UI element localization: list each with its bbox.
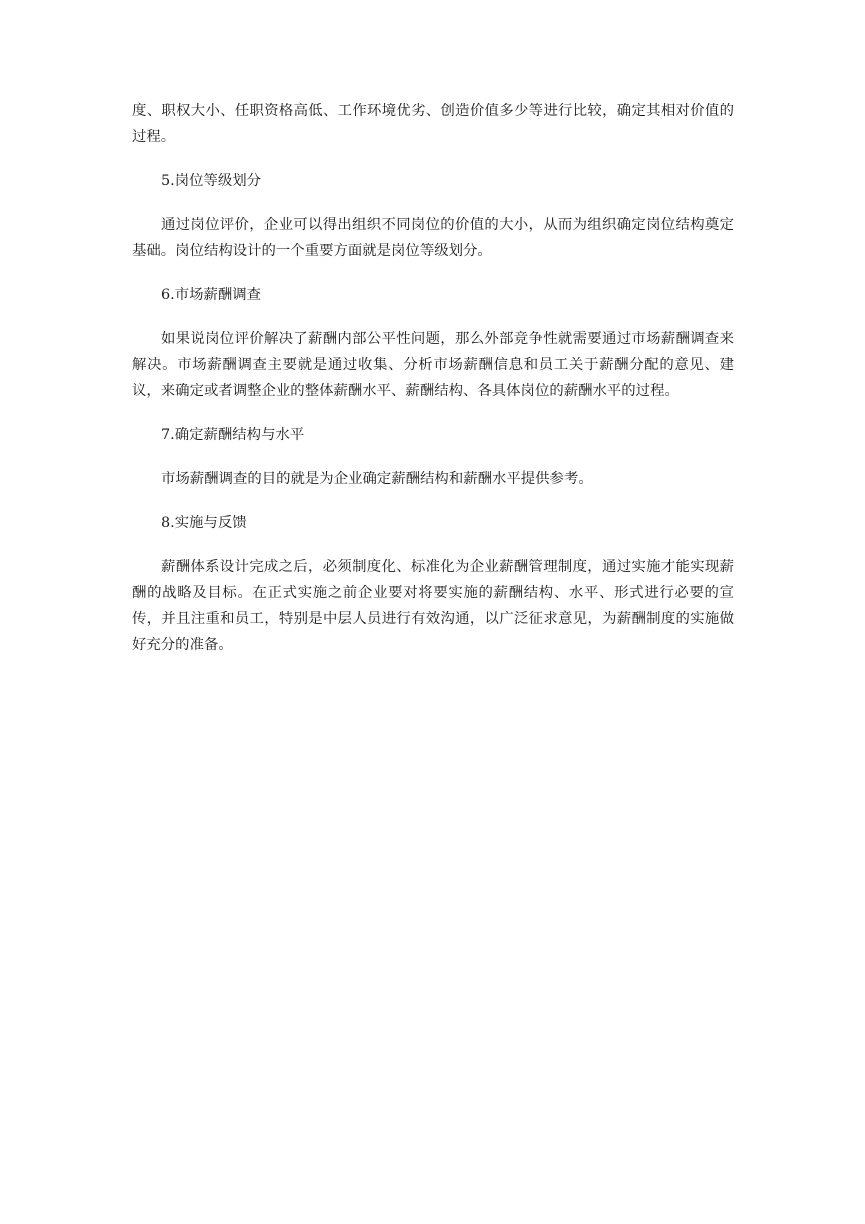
spacer xyxy=(132,448,734,466)
heading-implementation-feedback: 8.实施与反馈 xyxy=(161,515,247,531)
spacer xyxy=(132,194,734,212)
document-page xyxy=(132,98,734,658)
spacer xyxy=(132,264,734,282)
spacer xyxy=(132,492,734,510)
spacer xyxy=(132,536,734,554)
spacer xyxy=(132,308,734,326)
heading-market-salary-survey: 6.市场薪酬调查 xyxy=(161,287,262,303)
paragraph-implementation-feedback: 薪酬体系设计完成之后，必须制度化、标准化为企业薪酬管理制度，通过实施才能实现薪酬的战略及目标。在正式实施之前企业要对将要实施的薪酬结构、水平、形式进行必要的宣传，并且注重和员工，特别是中层人员进行有效沟通，以广泛征求意见，为薪酬制度的实施做好充分的准备。 xyxy=(132,559,734,653)
spacer xyxy=(132,404,734,422)
paragraph-market-salary-survey: 如果说岗位评价解决了薪酬内部公平性问题，那么外部竞争性就需要通过市场薪酬调查来解决。市场薪酬调查主要就是通过收集、分析市场薪酬信息和员工关于薪酬分配的意见、建议，来确定或者调整企业的整体薪酬水平、薪酬结构、各具体岗位的薪酬水平的过程。 xyxy=(132,331,734,399)
heading-job-grading: 5.岗位等级划分 xyxy=(161,173,262,189)
heading-salary-structure: 7.确定薪酬结构与水平 xyxy=(161,427,305,443)
paragraph-job-evaluation-end: 度、职权大小、任职资格高低、工作环境优劣、创造价值多少等进行比较，确定其相对价值的过程。 xyxy=(132,103,734,145)
spacer xyxy=(132,150,734,168)
paragraph-job-grading: 通过岗位评价，企业可以得出组织不同岗位的价值的大小，从而为组织确定岗位结构奠定基础。岗位结构设计的一个重要方面就是岗位等级划分。 xyxy=(132,217,734,259)
paragraph-salary-structure: 市场薪酬调查的目的就是为企业确定薪酬结构和薪酬水平提供参考。 xyxy=(161,471,593,487)
